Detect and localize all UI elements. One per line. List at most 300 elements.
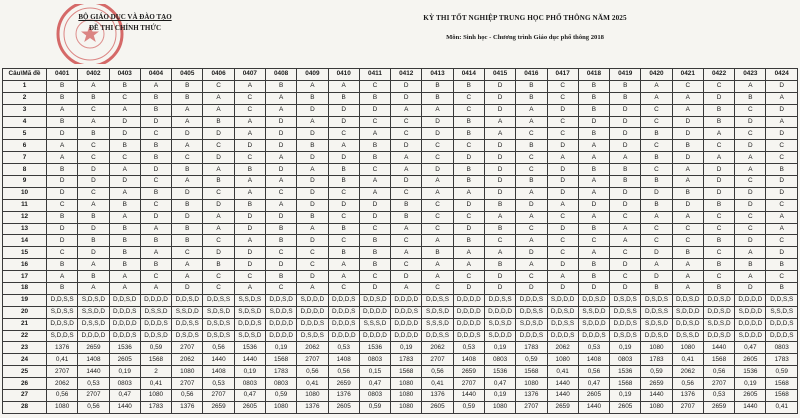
answer-cell: A [422,271,453,283]
answer-cell: B [422,80,453,92]
answer-cell: D [453,199,484,211]
answer-cell: 0,47 [735,342,766,354]
answer-cell: D [703,187,734,199]
answer-cell: B [140,104,171,116]
answer-cell: B [172,92,203,104]
answer-cell: 0,19 [234,366,265,378]
answer-cell: C [703,223,734,235]
answer-cell: C [234,104,265,116]
answer-cell: B [453,164,484,176]
answer-cell: C [422,211,453,223]
answer-cell: S,D,S,D [234,330,265,342]
answer-cell: D [234,140,265,152]
answer-cell: A [234,176,265,188]
answer-cell: D,D,D,D [359,330,390,342]
table-row [3,140,798,152]
answer-cell: C [234,152,265,164]
answer-cell: C [641,104,672,116]
answer-cell: D [391,176,422,188]
table-row [3,271,798,283]
code-header: 0424 [766,69,798,81]
answer-cell: C [47,247,78,259]
answer-cell: D [359,104,390,116]
question-number: 28 [3,401,47,413]
answer-cell: C [735,223,766,235]
answer-cell: A [78,283,109,295]
answer-cell: C [140,128,171,140]
answer-cell: S,S,S,D [422,318,453,330]
answer-cell: B [328,223,359,235]
answer-cell: C [672,80,703,92]
answer-cell: 1080 [484,401,515,413]
answer-cell: A [516,211,547,223]
answer-cell: D [547,164,578,176]
table-row [3,401,798,413]
question-number: 17 [3,271,47,283]
answer-cell: 0803 [234,378,265,390]
answer-cell: 0803 [359,390,390,402]
answer-cell: A [109,283,140,295]
code-header: 0418 [578,69,609,81]
answer-cell: 1080 [391,401,422,413]
answer-cell: 2605 [422,401,453,413]
answer-cell: C [359,223,390,235]
answer-cell: D,D,D,D [297,306,328,318]
answer-cell: C [766,140,798,152]
question-number: 25 [3,366,47,378]
answer-cell: B [140,92,171,104]
answer-cell: B [297,211,328,223]
answer-cell: B [610,176,641,188]
code-header: 0401 [47,69,78,81]
answer-cell: A [203,92,234,104]
answer-cell: A [766,223,798,235]
answer-cell: C [735,176,766,188]
answer-cell: 1783 [766,354,798,366]
answer-cell: 2062 [47,378,78,390]
answer-cell: D,D,D,S [109,330,140,342]
answer-cell: D [109,176,140,188]
question-number: 11 [3,199,47,211]
answer-cell: C [610,211,641,223]
answer-cell: A [172,140,203,152]
answer-cell: A [297,164,328,176]
answer-cell: B [265,235,296,247]
answer-cell: D [641,187,672,199]
answer-cell: 1440 [109,401,140,413]
answer-cell: A [735,80,766,92]
answer-cell: 1080 [391,378,422,390]
answer-cell: B [641,283,672,295]
answer-cell: C [672,223,703,235]
answer-cell: 2659 [203,401,234,413]
corner-header: Câu\Mã đề [3,69,47,81]
answer-cell: D [610,259,641,271]
answer-cell: D [672,199,703,211]
answer-cell: B [109,259,140,271]
answer-cell: C [547,247,578,259]
answer-cell: B [672,140,703,152]
answer-cell: B [172,235,203,247]
answer-cell: A [172,176,203,188]
answer-cell: B [265,271,296,283]
answer-cell: D [203,152,234,164]
table-row [3,223,798,235]
answer-cell: 0,41 [672,354,703,366]
answer-cell: 1783 [516,342,547,354]
answer-cell: A [391,283,422,295]
answer-cell: B [610,80,641,92]
answer-cell: A [391,104,422,116]
answer-cell: A [172,116,203,128]
answer-cell: B [47,283,78,295]
answer-cell: A [109,164,140,176]
answer-cell: A [672,164,703,176]
answer-cell: A [547,152,578,164]
answer-cell: A [422,235,453,247]
answer-cell: D [547,187,578,199]
answer-cell: C [203,80,234,92]
answer-cell: 2659 [78,342,109,354]
answer-cell: 1376 [422,390,453,402]
table-row [3,330,798,342]
answer-cell: C [359,164,390,176]
answer-cell: 2707 [672,401,703,413]
answer-cell: B [703,283,734,295]
code-header: 0405 [172,69,203,81]
answer-cell: C [516,223,547,235]
answer-cell: 1440 [234,354,265,366]
answer-cell: A [516,235,547,247]
answer-cell: A [234,283,265,295]
answer-cell: 0,19 [610,342,641,354]
answer-cell: D [265,211,296,223]
answer-cell: B [172,199,203,211]
answer-cell: A [109,271,140,283]
answer-cell: B [140,187,171,199]
answer-cell: 1783 [641,354,672,366]
answer-cell: D [297,187,328,199]
question-number: 26 [3,378,47,390]
answer-cell: 2707 [703,378,734,390]
answer-cell: D [703,176,734,188]
answer-cell: 2605 [328,401,359,413]
answer-cell: D,D,S,D [109,294,140,306]
answer-cell: B [78,235,109,247]
answer-cell: 1440 [735,401,766,413]
answer-cell: B [391,199,422,211]
answer-cell: B [78,92,109,104]
answer-cell: B [47,164,78,176]
answer-cell: 0,53 [453,342,484,354]
answer-cell: D [484,176,515,188]
answer-cell: 0,53 [328,342,359,354]
answer-cell: 1568 [391,366,422,378]
answer-cell: C [422,283,453,295]
answer-cell: B [359,235,390,247]
code-header: 0423 [735,69,766,81]
answer-cell: C [172,152,203,164]
answer-cell: 2707 [297,354,328,366]
answer-cell: 1568 [610,378,641,390]
answer-cell: A [265,176,296,188]
answer-cell: A [453,247,484,259]
table-row [3,294,798,306]
answer-cell: 2707 [453,378,484,390]
answer-cell: D [610,187,641,199]
answer-cell: C [359,80,390,92]
table-row [3,259,798,271]
answer-cell: 2605 [735,354,766,366]
answer-cell: C [422,199,453,211]
answer-cell: B [453,128,484,140]
answer-cell: S,D,S,D [641,318,672,330]
answer-cell: D,D,S,D [578,294,609,306]
answer-cell: C [516,152,547,164]
answer-cell: C [422,152,453,164]
answer-cell: 0,56 [297,366,328,378]
answer-cell: D [297,152,328,164]
answer-cell: 1408 [578,354,609,366]
table-row [3,176,798,188]
answer-cell: A [140,283,171,295]
answer-cell: B [109,140,140,152]
answer-cell: A [735,271,766,283]
code-header: 0419 [610,69,641,81]
code-header: 0408 [265,69,296,81]
table-row [3,128,798,140]
answer-cell: B [109,223,140,235]
answer-cell: A [140,247,171,259]
answer-cell: 0,41 [766,401,798,413]
answer-cell: 1783 [140,401,171,413]
question-number: 22 [3,330,47,342]
answer-cell: D [172,211,203,223]
answer-cell: D [516,199,547,211]
answer-cell: A [422,187,453,199]
question-number: 20 [3,306,47,318]
answer-cell: 1440 [453,390,484,402]
answer-cell: 0,59 [359,401,390,413]
answer-cell: S,D,D,D [484,330,515,342]
answer-cell: B [578,80,609,92]
answer-cell: D,D,D,S [453,330,484,342]
document-header [0,0,800,68]
answer-cell: 0,59 [766,366,798,378]
answer-cell: A [578,176,609,188]
answer-cell: 0,56 [422,366,453,378]
answer-cell: 2707 [47,366,78,378]
answer-cell: A [265,92,296,104]
answer-cell: D,D,S,D [47,318,78,330]
answer-cell: A [391,247,422,259]
answer-cell: D,D,S,D [672,294,703,306]
answer-cell: D [547,223,578,235]
answer-cell: D [47,187,78,199]
answer-cell: C [297,259,328,271]
question-number: 24 [3,354,47,366]
answer-cell: A [297,283,328,295]
answer-cell: B [234,199,265,211]
answer-cell: D,S,S,D [140,306,171,318]
answer-cell: 0,19 [484,342,515,354]
answer-cell: D [766,187,798,199]
answer-cell: 0,41 [47,354,78,366]
answer-cell: D [672,116,703,128]
answer-cell: 1376 [672,390,703,402]
answer-cell: A [422,259,453,271]
answer-cell: A [265,104,296,116]
answer-cell: D,D,S,S [422,330,453,342]
answer-cell: 2605 [578,390,609,402]
answer-cell: D [328,199,359,211]
answer-cell: A [359,128,390,140]
question-number: 5 [3,128,47,140]
answer-cell: B [484,259,515,271]
question-number: 8 [3,164,47,176]
answer-cell: A [109,211,140,223]
answer-cell: A [47,152,78,164]
answer-cell: B [766,283,798,295]
answer-cell: D [297,104,328,116]
answer-cell: A [610,152,641,164]
answer-cell: C [391,187,422,199]
answer-cell: S,D,D,D [578,318,609,330]
answer-cell: 0,41 [297,378,328,390]
answer-cell: 1080 [641,401,672,413]
code-header: 0406 [203,69,234,81]
answer-cell: D [265,259,296,271]
answer-cell: A [297,223,328,235]
answer-cell: 1568 [766,390,798,402]
answer-cell: B [453,80,484,92]
answer-cell: A [328,140,359,152]
answer-cell: 1783 [391,354,422,366]
answer-cell: C [516,164,547,176]
question-number: 1 [3,80,47,92]
answer-cell: D [578,283,609,295]
answer-cell: D [672,128,703,140]
answer-cell: A [359,187,390,199]
answer-cell: S,D,D,D [547,294,578,306]
answer-cell: D [78,247,109,259]
answer-cell: C [265,247,296,259]
answer-cell: C [78,187,109,199]
answer-cell: D [234,259,265,271]
answer-cell: C [359,116,390,128]
answer-cell: D [547,283,578,295]
answer-cell: C [453,211,484,223]
answer-cell: A [234,235,265,247]
table-row [3,306,798,318]
answer-cell: D [610,128,641,140]
answer-cell: A [391,152,422,164]
answer-cell: 1568 [516,366,547,378]
answer-cell: C [422,140,453,152]
answer-cell: D [140,164,171,176]
answer-cell: A [547,199,578,211]
answer-cell: A [516,259,547,271]
answer-cell: D,S,D,S [297,330,328,342]
answer-cell: D,D,D,D [453,294,484,306]
table-header-row [3,69,798,81]
answer-cell: D,D,S,D [703,330,734,342]
code-header: 0413 [422,69,453,81]
answer-cell: B [578,92,609,104]
answer-cell: 0,47 [578,378,609,390]
answer-cell: D,D,D,S [297,318,328,330]
answer-cell: B [78,128,109,140]
answer-cell: 1536 [484,366,515,378]
answer-cell: D,D,D,S [109,306,140,318]
answer-cell: A [672,283,703,295]
answer-cell: D [78,164,109,176]
answer-cell: C [516,271,547,283]
answer-cell: B [359,152,390,164]
answer-cell: D [766,247,798,259]
answer-cell: D [484,104,515,116]
answer-cell: A [578,140,609,152]
answer-cell: C [766,235,798,247]
answer-cell: A [516,104,547,116]
answer-cell: D [297,199,328,211]
answer-cell: 2707 [78,390,109,402]
answer-cell: B [703,104,734,116]
answer-cell: A [47,104,78,116]
answer-cell: 1536 [610,366,641,378]
answer-cell: C [610,271,641,283]
answer-cell: 0,56 [328,366,359,378]
answer-cell: A [234,187,265,199]
answer-cell: D,D,D,S [766,330,798,342]
answer-cell: D [78,223,109,235]
answer-cell: D [735,199,766,211]
answer-cell: 2062 [547,342,578,354]
answer-cell: D [328,116,359,128]
answer-cell: B [516,80,547,92]
answer-cell: A [328,259,359,271]
answer-cell: A [641,92,672,104]
answer-cell: D [610,140,641,152]
answer-cell: B [172,223,203,235]
answer-cell: B [516,176,547,188]
answer-cell: 1536 [109,342,140,354]
answer-cell: D [484,283,515,295]
answer-cell: B [109,199,140,211]
answer-cell: D [297,271,328,283]
code-header: 0421 [672,69,703,81]
answer-cell: D [641,247,672,259]
answer-cell: B [203,259,234,271]
answer-cell: A [172,259,203,271]
answer-cell: 1376 [328,390,359,402]
answer-cell: D,D,D,D [391,318,422,330]
answer-cell: C [328,211,359,223]
answer-cell: C [547,116,578,128]
answer-cell: D,D,D,S [328,294,359,306]
code-header: 0409 [297,69,328,81]
answer-cell: A [516,116,547,128]
answer-cell: A [172,271,203,283]
answer-cell: B [703,259,734,271]
answer-cell: C [140,176,171,188]
answer-cell: B [516,92,547,104]
answer-cell: D,D,D,D [453,306,484,318]
answer-cell: 1080 [47,401,78,413]
answer-cell: D,D,S,D [359,294,390,306]
answer-cell: C [78,104,109,116]
answer-cell: 0,19 [484,390,515,402]
